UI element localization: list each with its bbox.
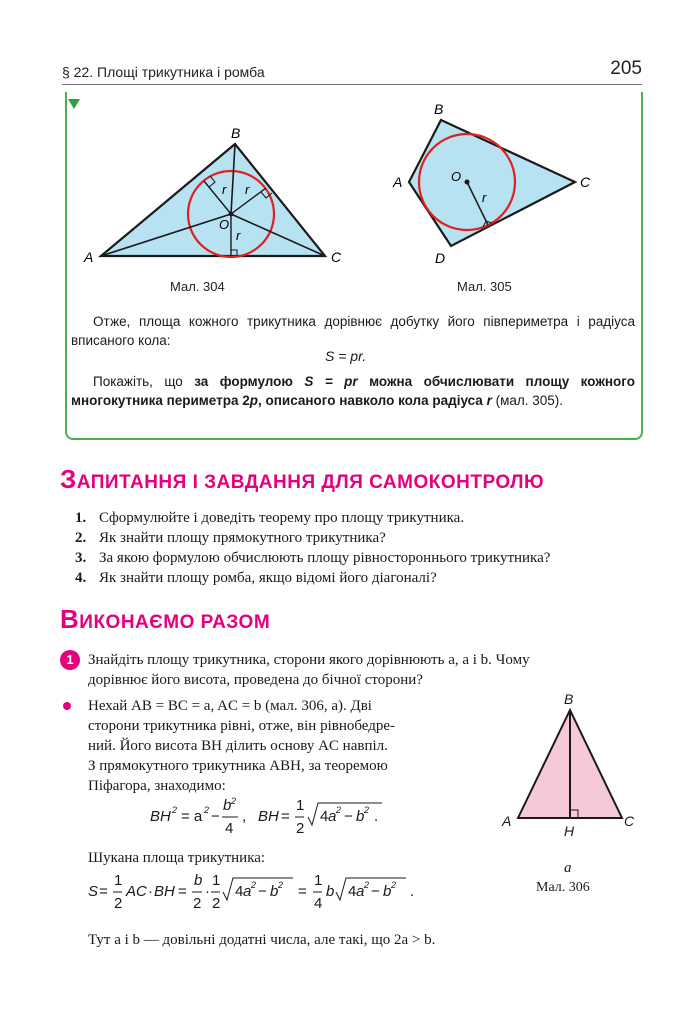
svg-text:b: b (383, 883, 392, 900)
task-1-line-2: дорівнює його висота, проведена до бічної сторони? (88, 672, 423, 688)
label-C: C (580, 174, 591, 190)
label-r1: r (222, 182, 227, 197)
svg-text:b: b (270, 883, 279, 900)
solution-line-2: сторони трикутника рівні, отже, він рівнобедре- (88, 718, 396, 734)
label-r2: r (245, 182, 250, 197)
svg-text:1: 1 (114, 872, 123, 889)
label-H: H (564, 823, 575, 839)
formula-bh (150, 795, 430, 839)
task-number-badge: 1 (60, 650, 80, 670)
fig306-sub-a: a (564, 860, 572, 876)
formula-s-pr: S = pr. (325, 348, 367, 364)
svg-text:2: 2 (231, 796, 237, 806)
svg-text:2: 2 (251, 880, 257, 890)
caption-305: Мал. 305 (457, 279, 512, 294)
question-1: 1. Сформулюйте і доведіть теорему про площу трикутника. (75, 510, 465, 526)
heading-do-together: ВИКОНАЄМО РАЗОМ (60, 604, 271, 634)
svg-text:·: · (148, 883, 153, 900)
task-1-line-1: Знайдіть площу трикутника, сторони якого дорівнюють a, a і b. Чому (88, 652, 530, 668)
svg-text:−: − (344, 808, 353, 825)
svg-text:−: − (258, 883, 267, 900)
final-note: Тут a і b — довільні додатні числа, але такі, що 2a > b. (88, 932, 436, 948)
svg-text:,: , (242, 808, 247, 825)
svg-text:b: b (326, 883, 335, 900)
label-O: O (219, 217, 230, 232)
label-D: D (435, 250, 446, 266)
svg-text:2: 2 (172, 805, 178, 815)
svg-text:=: = (281, 808, 290, 825)
solution-bullet (63, 702, 71, 710)
svg-text:−: − (371, 883, 380, 900)
page-number: 205 (610, 58, 642, 79)
svg-text:a: a (356, 883, 365, 900)
label-B: B (564, 691, 574, 707)
svg-text:−: − (211, 808, 220, 825)
svg-text:2: 2 (296, 820, 305, 837)
solution-line-3: ний. Його висота BH ділить основу AC навпіл. (88, 738, 388, 754)
svg-text:BH: BH (258, 808, 279, 825)
svg-text:.: . (374, 808, 379, 825)
svg-text:BH: BH (150, 808, 171, 825)
svg-text:4: 4 (314, 895, 323, 912)
heading-self-control: ЗАПИТАННЯ І ЗАВДАННЯ ДЛЯ САМОКОНТРОЛЮ (60, 464, 545, 494)
question-3: 3. За якою формулою обчислюють площу рівностороннього трикутника? (75, 550, 551, 566)
question-4: 4. Як знайти площу ромба, якщо відомі його діагоналі? (75, 570, 437, 586)
svg-text:2: 2 (278, 880, 284, 890)
question-2: 2. Як знайти площу прямокутного трикутника? (75, 530, 386, 546)
label-A: A (502, 813, 512, 829)
svg-text:4: 4 (235, 883, 244, 900)
page-header (62, 56, 642, 86)
label-B: B (434, 101, 444, 117)
section-title: § 22. Площі трикутника і ромба (62, 64, 265, 80)
solution-line-5: Піфагора, знаходимо: (88, 778, 226, 794)
svg-text:AC: AC (126, 883, 147, 900)
svg-text:1: 1 (314, 872, 323, 889)
svg-text:4: 4 (348, 883, 357, 900)
svg-text:4: 4 (320, 808, 329, 825)
svg-text:2: 2 (193, 895, 202, 912)
svg-text:2: 2 (364, 805, 370, 815)
paragraph-exercise: Покажіть, що за формулою S = pr можна обчислювати площу кожного многокутника периметра 2p, описаного навколо кола радіуса r (мал. 305). (71, 374, 635, 408)
svg-text:·: · (205, 883, 210, 900)
svg-text:2: 2 (212, 895, 221, 912)
label-r: r (482, 190, 487, 205)
label-C: C (331, 249, 342, 265)
solution-line-1: Нехай AB = BC = a, AC = b (мал. 306, а). Дві (88, 698, 372, 714)
svg-text:.: . (410, 883, 415, 900)
svg-text:= a: = a (181, 808, 203, 825)
svg-text:2: 2 (336, 805, 342, 815)
figure-306 (498, 690, 648, 840)
svg-text:b: b (223, 797, 232, 814)
svg-text:1: 1 (296, 797, 305, 814)
svg-text:2: 2 (114, 895, 123, 912)
triangle-abc (101, 144, 325, 256)
svg-text:a: a (328, 808, 337, 825)
svg-text:b: b (356, 808, 365, 825)
paragraph-area-formula: Отже, площа кожного трикутника дорівнює добутку його півпериметра і радіуса вписаного кола: (71, 314, 635, 348)
svg-text:2: 2 (391, 880, 397, 890)
svg-text:2: 2 (204, 805, 210, 815)
svg-text:a: a (243, 883, 252, 900)
svg-text:1: 1 (212, 872, 221, 889)
triangle-marker-icon (67, 98, 81, 110)
caption-306: Мал. 306 (536, 880, 590, 895)
svg-text:b: b (194, 872, 203, 889)
content-box (65, 92, 643, 440)
area-intro: Шукана площа трикутника: (88, 850, 266, 866)
label-r3: r (236, 228, 241, 243)
svg-text:4: 4 (225, 820, 234, 837)
svg-text:=: = (99, 883, 108, 900)
label-C: C (624, 813, 635, 829)
quadrilateral-abcd (409, 120, 575, 246)
label-A: A (393, 174, 403, 190)
caption-304: Мал. 304 (170, 279, 225, 294)
figure-304 (81, 122, 351, 272)
svg-text:=: = (298, 883, 307, 900)
svg-text:S: S (88, 883, 99, 900)
label-O: O (451, 169, 462, 184)
figure-305 (387, 98, 607, 268)
svg-text:BH: BH (154, 883, 175, 900)
solution-line-4: З прямокутного трикутника ABH, за теоремою (88, 758, 388, 774)
formula-area (88, 870, 468, 916)
svg-text:=: = (178, 883, 187, 900)
label-A: A (84, 249, 94, 265)
svg-text:2: 2 (364, 880, 370, 890)
header-rule (62, 84, 642, 85)
label-B: B (231, 125, 241, 141)
